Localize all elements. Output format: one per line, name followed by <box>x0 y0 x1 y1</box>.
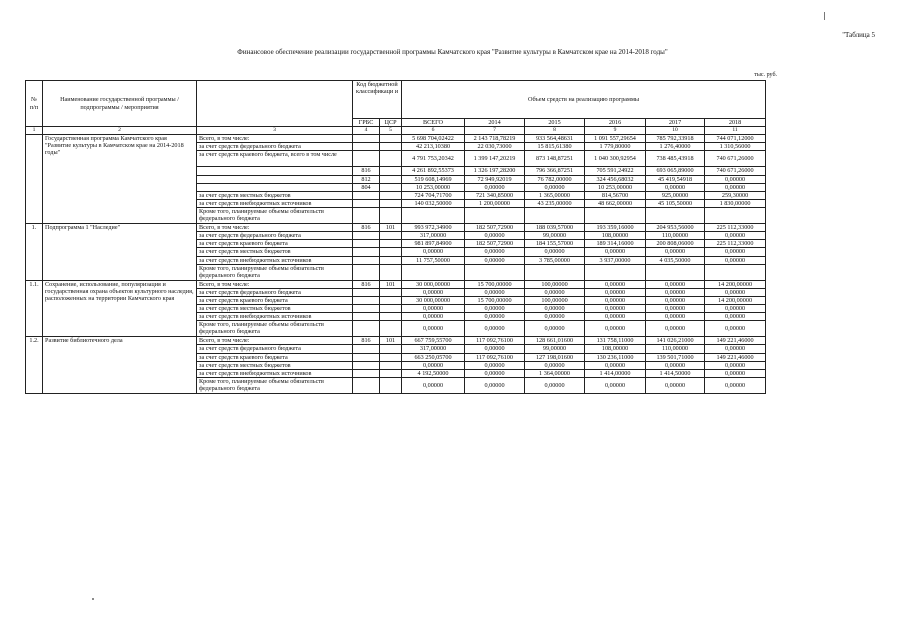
value-2016: 0,00000 <box>585 288 646 296</box>
value-2017: 4 035,50000 <box>646 256 705 264</box>
funding-source-label: за счет средств федерального бюджета <box>197 288 353 296</box>
value-2014: 182 507,72900 <box>465 224 525 232</box>
value-2017: 45 105,50000 <box>646 199 705 207</box>
csr-code: 101 <box>380 224 402 232</box>
value-2014: 1 200,00000 <box>465 199 525 207</box>
value-2017: 0,00000 <box>646 361 705 369</box>
grbs-code <box>353 135 380 143</box>
grbs-code <box>353 143 380 151</box>
col-number: 5 <box>380 127 402 135</box>
value-2016: 0,00000 <box>585 313 646 321</box>
value-2014 <box>465 208 525 224</box>
value-2017: 0,00000 <box>646 288 705 296</box>
table-row <box>26 135 766 143</box>
value-2016: 1 091 557,29654 <box>585 135 646 143</box>
grbs-code <box>353 288 380 296</box>
csr-code <box>380 175 402 183</box>
header-code: Код бюджетной классификаци и <box>353 81 402 119</box>
grbs-code <box>353 191 380 199</box>
value-2015: 99,00000 <box>525 232 585 240</box>
header-grbs: ГРБС <box>353 119 380 127</box>
value-2016: 0,00000 <box>585 361 646 369</box>
funding-source-label: за счет средств местных бюджетов <box>197 361 353 369</box>
value-total: 42 213,10380 <box>402 143 465 151</box>
col-number: 1 <box>26 127 43 135</box>
value-2014: 0,00000 <box>465 248 525 256</box>
value-total: 663 250,05700 <box>402 353 465 361</box>
grbs-code <box>353 321 380 337</box>
value-2016: 0,00000 <box>585 280 646 288</box>
value-2015: 0,00000 <box>525 288 585 296</box>
value-total: 993 972,34900 <box>402 224 465 232</box>
value-2016: 0,00000 <box>585 321 646 337</box>
csr-code <box>380 183 402 191</box>
value-2014: 721 340,85000 <box>465 191 525 199</box>
value-2017: 0,00000 <box>646 296 705 304</box>
header-blank <box>197 81 353 127</box>
value-2018: 0,00000 <box>705 256 766 264</box>
value-2015: 0,00000 <box>525 248 585 256</box>
value-2016: 324 456,68032 <box>585 175 646 183</box>
value-2017: 0,00000 <box>646 305 705 313</box>
value-2018: 740 671,26000 <box>705 167 766 175</box>
col-number: 9 <box>585 127 646 135</box>
value-total: 0,00000 <box>402 361 465 369</box>
program-name: Подпрограмма 1 "Наследие" <box>43 224 197 281</box>
value-2016: 814,56700 <box>585 191 646 199</box>
value-total <box>402 208 465 224</box>
value-2016: 10 253,00000 <box>585 183 646 191</box>
header-csr: ЦСР <box>380 119 402 127</box>
value-total: 0,00000 <box>402 321 465 337</box>
csr-code <box>380 345 402 353</box>
value-2018: 259,30000 <box>705 191 766 199</box>
grbs-code: 816 <box>353 280 380 288</box>
value-2017: 0,00000 <box>646 183 705 191</box>
value-2017: 45 419,54918 <box>646 175 705 183</box>
value-2014: 15 700,00000 <box>465 280 525 288</box>
value-total: 30 000,00000 <box>402 280 465 288</box>
funding-source-label: за счет средств местных бюджетов <box>197 305 353 313</box>
value-2014: 72 949,92019 <box>465 175 525 183</box>
value-2018: 744 071,12000 <box>705 135 766 143</box>
value-2017: 200 808,06000 <box>646 240 705 248</box>
value-2014: 22 030,73000 <box>465 143 525 151</box>
funding-source-label: за счет средств внебюджетных источников <box>197 199 353 207</box>
col-number: 11 <box>705 127 766 135</box>
header-year-2017: 2017 <box>646 119 705 127</box>
grbs-code <box>353 151 380 167</box>
page-title: Финансовое обеспечение реализации государственной программы Камчатского края "Развитие культуры в Камчатском крае на 2014-2018 годы" <box>237 48 668 56</box>
value-total: 11 757,50000 <box>402 256 465 264</box>
value-2014: 117 092,76100 <box>465 353 525 361</box>
csr-code <box>380 232 402 240</box>
funding-source-label: Всего, в том числе: <box>197 280 353 288</box>
funding-source-label: за счет средств краевого бюджета, всего в том числе <box>197 151 353 167</box>
funding-source-label: Кроме того, планируемые объемы обязательств федерального бюджета <box>197 377 353 393</box>
csr-code <box>380 256 402 264</box>
value-2018: 740 671,26000 <box>705 151 766 167</box>
value-2014: 0,00000 <box>465 361 525 369</box>
funding-source-label: Кроме того, планируемые объемы обязательств федерального бюджета <box>197 208 353 224</box>
funding-source-label: за счет средств местных бюджетов <box>197 191 353 199</box>
value-2018: 225 112,33000 <box>705 224 766 232</box>
value-2017: 0,00000 <box>646 280 705 288</box>
value-2017: 204 953,56000 <box>646 224 705 232</box>
value-2015: 188 039,57000 <box>525 224 585 232</box>
value-2016: 0,00000 <box>585 296 646 304</box>
col-number: 6 <box>402 127 465 135</box>
value-2016 <box>585 264 646 280</box>
funding-source-label: за счет средств краевого бюджета <box>197 240 353 248</box>
col-number: 10 <box>646 127 705 135</box>
grbs-code: 816 <box>353 337 380 345</box>
value-2018: 0,00000 <box>705 313 766 321</box>
grbs-code <box>353 232 380 240</box>
scan-dot <box>92 598 94 600</box>
value-2014: 0,00000 <box>465 377 525 393</box>
value-2014: 0,00000 <box>465 345 525 353</box>
grbs-code: 816 <box>353 167 380 175</box>
value-2018: 0,00000 <box>705 248 766 256</box>
value-2018: 1 830,00000 <box>705 199 766 207</box>
csr-code <box>380 151 402 167</box>
value-total: 10 253,00000 <box>402 183 465 191</box>
value-total: 317,00000 <box>402 232 465 240</box>
funding-source-label: за счет средств краевого бюджета <box>197 353 353 361</box>
grbs-code: 804 <box>353 183 380 191</box>
row-number: 1.2. <box>26 337 43 394</box>
value-2015: 76 782,00000 <box>525 175 585 183</box>
csr-code <box>380 369 402 377</box>
value-2014: 0,00000 <box>465 321 525 337</box>
funding-source-label: Кроме того, планируемые объемы обязательств федерального бюджета <box>197 321 353 337</box>
value-2015: 0,00000 <box>525 361 585 369</box>
value-2014 <box>465 264 525 280</box>
col-number: 2 <box>43 127 197 135</box>
value-2015: 43 235,00000 <box>525 199 585 207</box>
value-2016: 0,00000 <box>585 305 646 313</box>
value-2016: 1 414,00000 <box>585 369 646 377</box>
value-2018: 0,00000 <box>705 175 766 183</box>
csr-code <box>380 353 402 361</box>
value-2015: 0,00000 <box>525 377 585 393</box>
table-row <box>26 224 766 232</box>
value-2018: 0,00000 <box>705 345 766 353</box>
value-2018: 225 112,33000 <box>705 240 766 248</box>
value-2018: 0,00000 <box>705 377 766 393</box>
value-2017 <box>646 264 705 280</box>
value-2017: 693 065,89000 <box>646 167 705 175</box>
value-2018: 1 310,56000 <box>705 143 766 151</box>
value-2018: 149 221,46000 <box>705 337 766 345</box>
grbs-code <box>353 361 380 369</box>
value-2015: 100,00000 <box>525 280 585 288</box>
value-total: 724 704,71700 <box>402 191 465 199</box>
value-2017 <box>646 208 705 224</box>
funding-source-label: за счет средств федерального бюджета <box>197 143 353 151</box>
program-name: Государственная программа Камчатского края "Развитие культуры в Камчатском крае на 2014-2018 годы" <box>43 135 197 224</box>
value-2014: 0,00000 <box>465 313 525 321</box>
csr-code <box>380 264 402 280</box>
value-2017: 738 485,43918 <box>646 151 705 167</box>
csr-code <box>380 288 402 296</box>
scan-mark <box>824 12 825 20</box>
value-2018: 0,00000 <box>705 369 766 377</box>
value-2015: 796 366,87251 <box>525 167 585 175</box>
value-2016: 189 314,16000 <box>585 240 646 248</box>
value-total: 4 192,50000 <box>402 369 465 377</box>
value-2014: 0,00000 <box>465 288 525 296</box>
grbs-code <box>353 208 380 224</box>
grbs-code: 812 <box>353 175 380 183</box>
value-2015: 873 148,87251 <box>525 151 585 167</box>
value-2016 <box>585 208 646 224</box>
row-number: 1.1. <box>26 280 43 337</box>
value-total: 5 698 704,02422 <box>402 135 465 143</box>
header-year-2018: 2018 <box>705 119 766 127</box>
value-2018: 0,00000 <box>705 321 766 337</box>
value-2016: 1 040 300,92954 <box>585 151 646 167</box>
value-2014: 0,00000 <box>465 232 525 240</box>
value-2017: 925,00000 <box>646 191 705 199</box>
value-2014: 1 326 197,28200 <box>465 167 525 175</box>
column-number-row <box>26 127 766 135</box>
value-2017: 1 414,50000 <box>646 369 705 377</box>
csr-code <box>380 135 402 143</box>
value-2016: 130 236,11000 <box>585 353 646 361</box>
funding-source-label: за счет средств внебюджетных источников <box>197 313 353 321</box>
grbs-code <box>353 345 380 353</box>
funding-source-label: Всего, в том числе: <box>197 337 353 345</box>
value-2017: 1 276,40000 <box>646 143 705 151</box>
value-total: 0,00000 <box>402 313 465 321</box>
csr-code <box>380 313 402 321</box>
value-total: 981 897,84900 <box>402 240 465 248</box>
row-number <box>26 135 43 224</box>
csr-code <box>380 321 402 337</box>
value-2017: 110,00000 <box>646 232 705 240</box>
csr-code <box>380 305 402 313</box>
grbs-code <box>353 369 380 377</box>
program-name: Развитие библиотечного дела <box>43 337 197 394</box>
value-2017: 785 792,33918 <box>646 135 705 143</box>
value-total: 0,00000 <box>402 288 465 296</box>
csr-code <box>380 248 402 256</box>
csr-code <box>380 377 402 393</box>
grbs-code <box>353 313 380 321</box>
value-2018: 0,00000 <box>705 361 766 369</box>
value-2018: 14 200,00000 <box>705 296 766 304</box>
value-2017: 0,00000 <box>646 248 705 256</box>
value-total <box>402 264 465 280</box>
value-2015: 1 365,00000 <box>525 191 585 199</box>
value-2014: 117 092,76100 <box>465 337 525 345</box>
finance-table <box>25 80 766 394</box>
value-total: 140 032,50000 <box>402 199 465 207</box>
value-2016: 108,00000 <box>585 345 646 353</box>
value-total: 0,00000 <box>402 248 465 256</box>
value-2015: 0,00000 <box>525 313 585 321</box>
table-row <box>26 280 766 288</box>
header-name: Наименование государственной программы / подпрограммы / мероприятия <box>43 81 197 127</box>
unit-label: тыс. руб. <box>754 72 777 78</box>
header-volume: Объем средств на реализацию программы <box>402 81 766 119</box>
value-2015: 1 364,00000 <box>525 369 585 377</box>
grbs-code <box>353 248 380 256</box>
csr-code <box>380 208 402 224</box>
value-2015: 127 198,01600 <box>525 353 585 361</box>
value-2018: 0,00000 <box>705 232 766 240</box>
csr-code: 101 <box>380 337 402 345</box>
value-2018: 0,00000 <box>705 183 766 191</box>
grbs-code <box>353 256 380 264</box>
value-total: 519 608,14969 <box>402 175 465 183</box>
value-2017: 0,00000 <box>646 321 705 337</box>
funding-source-label <box>197 183 353 191</box>
value-total: 0,00000 <box>402 377 465 393</box>
value-2015: 128 661,01600 <box>525 337 585 345</box>
grbs-code <box>353 305 380 313</box>
funding-source-label: Всего, в том числе: <box>197 224 353 232</box>
value-2014: 0,00000 <box>465 183 525 191</box>
csr-code <box>380 143 402 151</box>
header-num: № п/п <box>26 81 43 127</box>
value-total: 4 261 892,55373 <box>402 167 465 175</box>
value-2018 <box>705 264 766 280</box>
value-2016: 705 591,24922 <box>585 167 646 175</box>
value-2014: 182 507,72900 <box>465 240 525 248</box>
value-2016: 193 359,16000 <box>585 224 646 232</box>
grbs-code <box>353 199 380 207</box>
value-total: 4 791 753,20342 <box>402 151 465 167</box>
csr-code <box>380 199 402 207</box>
csr-code <box>380 361 402 369</box>
col-number: 8 <box>525 127 585 135</box>
value-2016: 3 937,00000 <box>585 256 646 264</box>
value-2015 <box>525 264 585 280</box>
funding-source-label: за счет средств внебюджетных источников <box>197 256 353 264</box>
value-2016: 108,00000 <box>585 232 646 240</box>
header-year-2015: 2015 <box>525 119 585 127</box>
value-2015: 100,00000 <box>525 296 585 304</box>
value-2016: 48 662,00000 <box>585 199 646 207</box>
value-2017: 141 026,21000 <box>646 337 705 345</box>
table-row <box>26 337 766 345</box>
value-2018: 0,00000 <box>705 288 766 296</box>
col-number: 4 <box>353 127 380 135</box>
value-2018: 149 221,46000 <box>705 353 766 361</box>
value-2015: 15 815,61380 <box>525 143 585 151</box>
csr-code: 101 <box>380 280 402 288</box>
value-2015: 0,00000 <box>525 183 585 191</box>
value-2014: 0,00000 <box>465 256 525 264</box>
value-2018: 14 200,00000 <box>705 280 766 288</box>
value-2018: 0,00000 <box>705 305 766 313</box>
value-2015: 184 155,57000 <box>525 240 585 248</box>
csr-code <box>380 296 402 304</box>
funding-source-label: за счет средств местных бюджетов <box>197 248 353 256</box>
value-2014: 2 143 718,78219 <box>465 135 525 143</box>
funding-source-label <box>197 175 353 183</box>
value-2014: 15 700,00000 <box>465 296 525 304</box>
value-2016: 0,00000 <box>585 248 646 256</box>
value-2014: 1 399 147,20219 <box>465 151 525 167</box>
funding-source-label: Всего, в том числе: <box>197 135 353 143</box>
value-2014: 0,00000 <box>465 305 525 313</box>
header-year-2016: 2016 <box>585 119 646 127</box>
grbs-code: 816 <box>353 224 380 232</box>
value-2015: 99,00000 <box>525 345 585 353</box>
value-2015: 0,00000 <box>525 305 585 313</box>
grbs-code <box>353 264 380 280</box>
value-2014: 0,00000 <box>465 369 525 377</box>
value-total: 667 759,55700 <box>402 337 465 345</box>
corner-label: "Таблица 5 <box>842 31 875 39</box>
value-total: 317,00000 <box>402 345 465 353</box>
value-2017: 0,00000 <box>646 313 705 321</box>
value-2015: 0,00000 <box>525 321 585 337</box>
value-2016: 1 779,80000 <box>585 143 646 151</box>
csr-code <box>380 240 402 248</box>
value-2018 <box>705 208 766 224</box>
funding-source-label: за счет средств внебюджетных источников <box>197 369 353 377</box>
value-2017: 110,00000 <box>646 345 705 353</box>
grbs-code <box>353 296 380 304</box>
csr-code <box>380 191 402 199</box>
value-2015 <box>525 208 585 224</box>
value-2017: 139 501,71000 <box>646 353 705 361</box>
header-year-2014: 2014 <box>465 119 525 127</box>
value-2016: 131 758,11000 <box>585 337 646 345</box>
header-total: ВСЕГО <box>402 119 465 127</box>
value-total: 0,00000 <box>402 305 465 313</box>
program-name: Сохранение, использование, популяризация и государственная охрана объектов культурного наследия, расположенных на территории Камчатского края <box>43 280 197 337</box>
value-total: 30 000,00000 <box>402 296 465 304</box>
funding-source-label: за счет средств федерального бюджета <box>197 232 353 240</box>
col-number: 3 <box>197 127 353 135</box>
row-number: 1. <box>26 224 43 281</box>
csr-code <box>380 167 402 175</box>
grbs-code <box>353 377 380 393</box>
grbs-code <box>353 240 380 248</box>
funding-source-label: за счет средств федерального бюджета <box>197 345 353 353</box>
funding-source-label: Кроме того, планируемые объемы обязательств федерального бюджета <box>197 264 353 280</box>
funding-source-label: за счет средств краевого бюджета <box>197 296 353 304</box>
value-2015: 933 564,48631 <box>525 135 585 143</box>
value-2016: 0,00000 <box>585 377 646 393</box>
value-2015: 3 785,00000 <box>525 256 585 264</box>
funding-source-label <box>197 167 353 175</box>
value-2017: 0,00000 <box>646 377 705 393</box>
col-number: 7 <box>465 127 525 135</box>
grbs-code <box>353 353 380 361</box>
